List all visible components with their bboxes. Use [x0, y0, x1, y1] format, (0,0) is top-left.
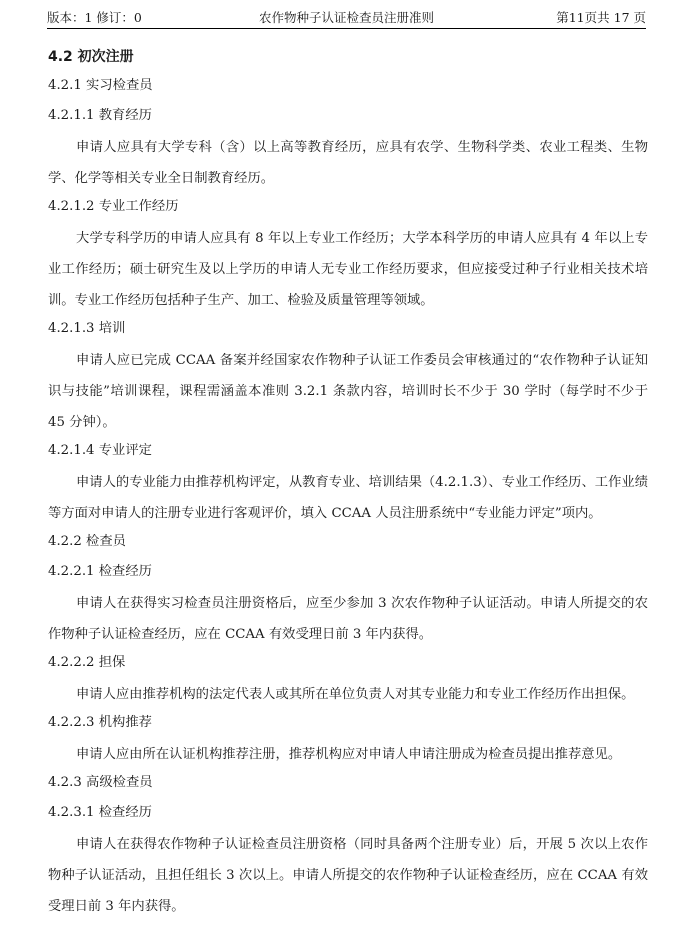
clause-heading: 4.2.2 检查员 — [48, 534, 126, 549]
clause-heading: 4.2.3 高级检查员 — [48, 775, 153, 790]
clause-paragraph: 申请人的专业能力由推荐机构评定，从教育专业、培训结果（4.2.1.3）、专业工作经历、工作业绩等方面对申请人的注册专业进行客观评价，填入 CCAA 人员注册系统中“专业能力评定”项内。 — [48, 475, 648, 521]
clause-paragraph: 申请人在获得农作物种子认证检查员注册资格（同时具备两个注册专业）后，开展 5 次以上农作物种子认证活动，且担任组长 3 次以上。申请人所提交的农作物种子认证检查经历，应在 CCAA 有效受理日前 3 年内获得。 — [48, 837, 648, 914]
clause-heading: 4.2.2.1 检查经历 — [48, 564, 152, 579]
clause-paragraph: 大学专科学历的申请人应具有 8 年以上专业工作经历；大学本科学历的申请人应具有 4 年以上专业工作经历；硕士研究生及以上学历的申请人无专业工作经历要求，但应接受过种子行业相关技术培训。专业工作经历包括种子生产、加工、检验及质量管理等领域。 — [48, 231, 648, 308]
page-header — [47, 8, 646, 29]
clause-heading: 4.2.1.2 专业工作经历 — [48, 199, 179, 214]
clause-paragraph: 申请人应已完成 CCAA 备案并经国家农作物种子认证工作委员会审核通过的“农作物种子认证知识与技能”培训课程，课程需涵盖本准则 3.2.1 条款内容，培训时长不少于 30 学时（每学时不少于 45 分钟）。 — [48, 353, 648, 430]
document-body — [48, 47, 648, 925]
clause-heading: 4.2.1.1 教育经历 — [48, 108, 152, 123]
clause-paragraph: 申请人应具有大学专科（含）以上高等教育经历，应具有农学、生物科学类、农业工程类、生物学、化学等相关专业全日制教育经历。 — [48, 140, 648, 186]
header-version: 版本：1 修订：0 — [47, 10, 142, 25]
clause-paragraph: 申请人应由所在认证机构推荐注册，推荐机构应对申请人申请注册成为检查员提出推荐意见。 — [76, 747, 622, 762]
clause-heading: 4.2.2.2 担保 — [48, 655, 126, 670]
clause-heading: 4.2.2.3 机构推荐 — [48, 715, 152, 730]
clause-paragraph: 申请人应由推荐机构的法定代表人或其所在单位负责人对其专业能力和专业工作经历作出担保。 — [76, 687, 635, 702]
clause-heading: 4.2.3.1 检查经历 — [48, 805, 152, 820]
header-document-title: 农作物种子认证检查员注册准则 — [258, 10, 434, 25]
clause-paragraph: 申请人在获得实习检查员注册资格后，应至少参加 3 次农作物种子认证活动。申请人所提交的农作物种子认证检查经历，应在 CCAA 有效受理日前 3 年内获得。 — [48, 596, 648, 642]
header-page-number: 第11页共 17 页 — [556, 10, 646, 25]
clause-heading: 4.2.1.3 培训 — [48, 321, 126, 336]
clause-heading: 4.2.1 实习检查员 — [48, 78, 153, 93]
section-title: 4.2 初次注册 — [48, 49, 134, 65]
clause-heading: 4.2.1.4 专业评定 — [48, 443, 152, 458]
